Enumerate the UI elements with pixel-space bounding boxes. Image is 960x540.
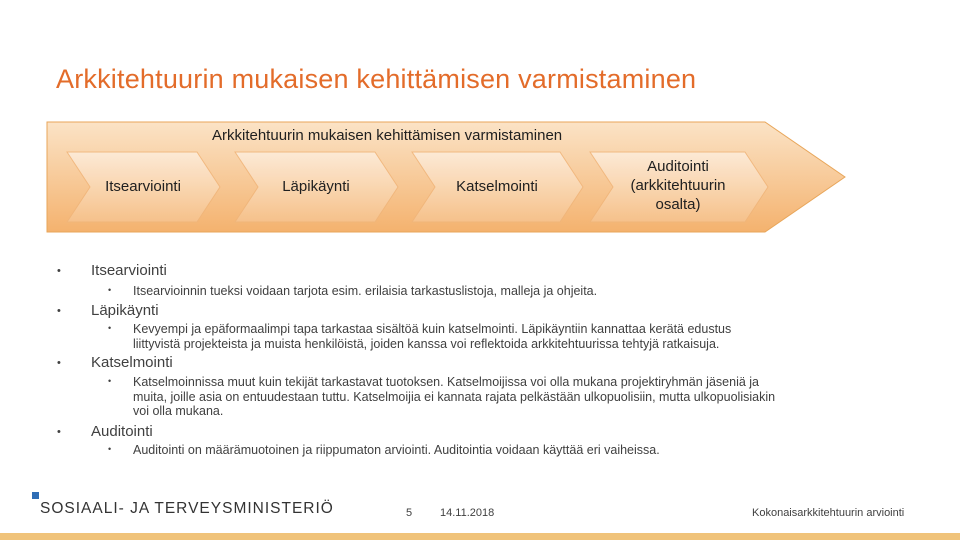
sub-bullet-text [133, 322, 731, 351]
sub-bullet-marker: • [108, 285, 112, 295]
sub-bullet-line: Kevyempi ja epäformaalimpi tapa tarkastaa sisältöä kuin katselmointi. Läpikäyntiin kannattaa kerätä edustus [133, 322, 732, 336]
sub-bullet-line: Katselmoinnissa muut kuin tekijät tarkastavat tuotoksen. Katselmoijissa voi olla mukana projektiryhmän jäseniä ja [133, 375, 759, 389]
sub-bullet-line: voi olla mukana. [133, 404, 224, 418]
sub-bullet-text: Auditointi on määrämuotoinen ja riippumaton arviointi. Auditointia voidaan käyttää eri vaiheissa. [133, 443, 660, 457]
step-label-auditointi [608, 157, 748, 214]
sub-bullet-text: Itsearvioinnin tueksi voidaan tarjota esim. erilaisia tarkastuslistoja, malleja ja ohjeita. [133, 284, 598, 298]
step-label-katselmointi: Katselmointi [456, 178, 538, 195]
slide-title: Arkkitehtuurin mukaisen kehittämisen varmistaminen [56, 64, 697, 94]
bullet-marker: • [57, 426, 61, 438]
bullet-heading-itsearviointi: Itsearviointi [91, 262, 167, 279]
bullet-heading-lapikaynti: Läpikäynti [91, 302, 159, 319]
footer-presentation-title: Kokonaisarkkitehtuurin arviointi [752, 507, 905, 519]
step-label-auditointi-line-2: (arkkitehtuurin [630, 177, 726, 194]
sub-bullet-marker: • [108, 323, 112, 333]
sub-bullet-marker: • [108, 376, 112, 386]
page-number: 5 [406, 507, 413, 519]
bottom-accent-bar [0, 533, 960, 540]
bullet-heading-katselmointi: Katselmointi [91, 354, 173, 371]
banner-label: Arkkitehtuurin mukaisen kehittämisen varmistaminen [212, 127, 563, 144]
step-label-auditointi-line-1: Auditointi [647, 158, 709, 175]
step-label-lapikaynti: Läpikäynti [282, 178, 350, 195]
bullet-heading-auditointi: Auditointi [91, 423, 153, 440]
sub-bullet-marker: • [108, 444, 112, 454]
sub-bullet-text [133, 375, 775, 419]
step-label-auditointi-line-3: osalta) [655, 196, 701, 213]
footer-date: 14.11.2018 [440, 507, 495, 519]
ministry-logo-mark [32, 492, 39, 499]
bullet-marker: • [57, 357, 61, 369]
bullet-marker: • [57, 265, 61, 277]
ministry-logo-text: SOSIAALI- JA TERVEYSMINISTERIÖ [40, 500, 334, 517]
sub-bullet-line: liittyvistä projekteista ja muista henkilöistä, joiden kanssa voi reflektoida arkkitehtuurissa tehtyjä ratkaisuja. [133, 336, 720, 351]
bullet-marker: • [57, 305, 61, 317]
sub-bullet-line: muita, joille asia on entuudestaan tuttu. Katselmoijia ei kannata rajata pelkästään ulkopuolisiin, mutta ulkopuolisiakin [133, 389, 776, 404]
step-label-itsearviointi: Itsearviointi [105, 178, 181, 195]
